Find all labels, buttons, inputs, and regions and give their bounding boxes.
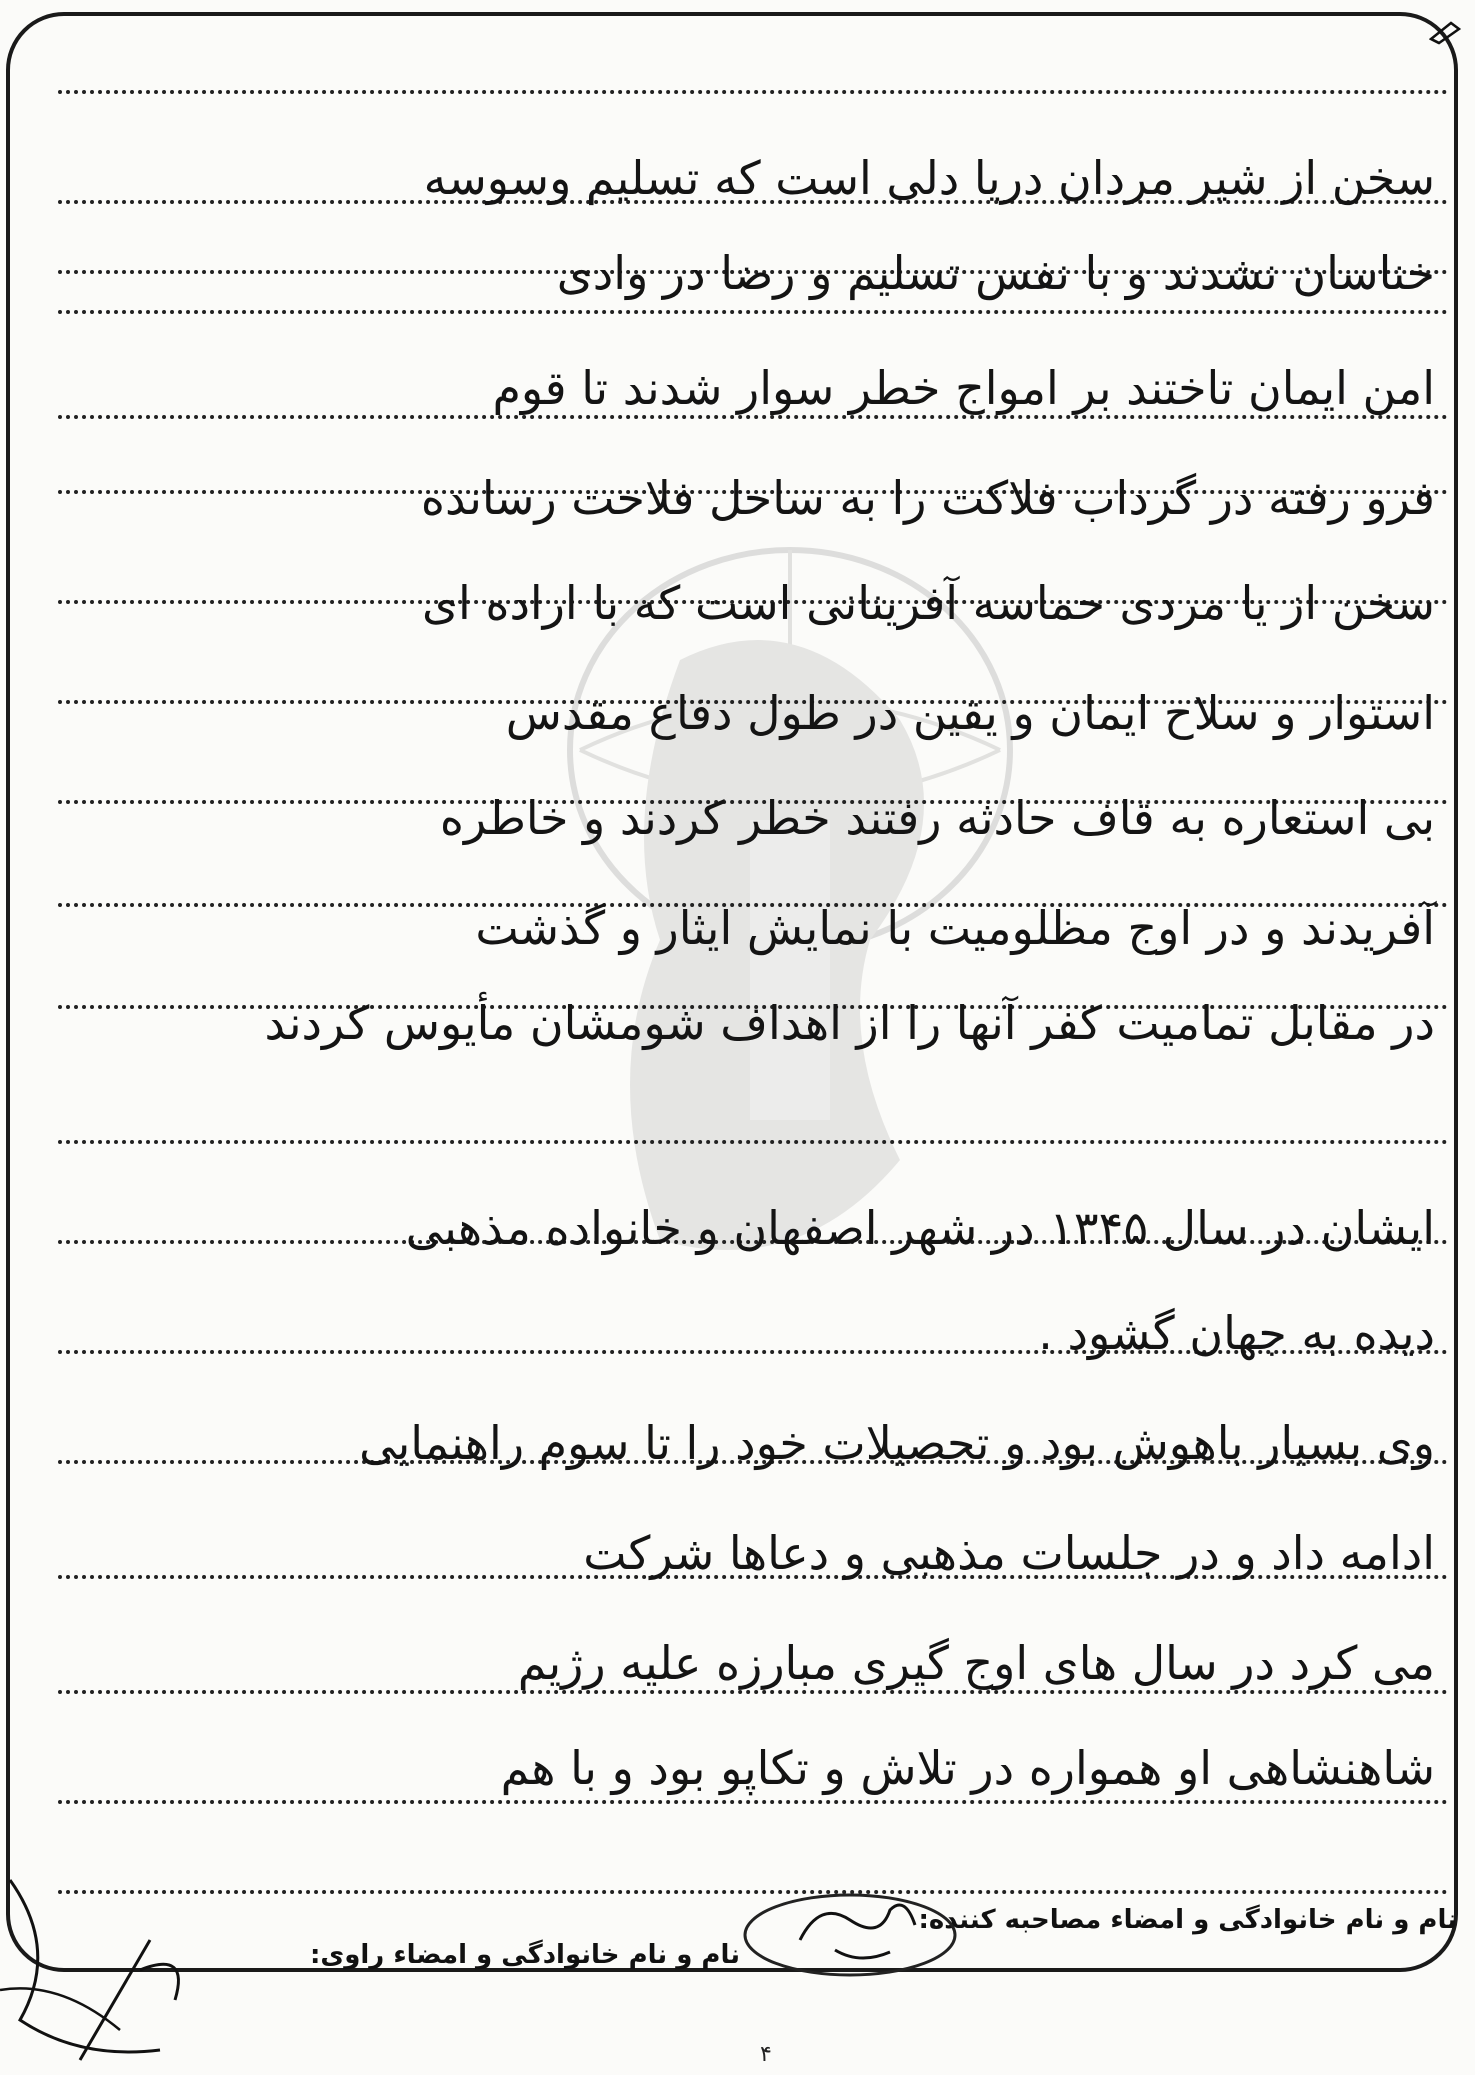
handwritten-line: ادامه داد و در جلسات مذهبی و دعاها شرکت (583, 1526, 1435, 1580)
handwritten-line: در مقابل تمامیت کفر آنها را از اهداف شومشان مأیوس کردند (264, 996, 1435, 1050)
interviewer-signature (740, 1880, 970, 1980)
handwritten-line: شاهنشاهی او همواره در تلاش و تکاپو بود و با هم (500, 1741, 1435, 1795)
handwritten-line: سخن از یا مردی حماسه آفرینانی است که با اراده ای (421, 576, 1435, 630)
handwritten-line: امن ایمان تاختند بر امواج خطر سوار شدند تا قوم (492, 361, 1435, 415)
ruled-line (58, 1800, 1448, 1804)
handwritten-line: فرو رفته در گرداب فلاکت را به ساحل فلاحت رسانده (420, 471, 1435, 525)
ruled-line (58, 90, 1448, 94)
interviewer-label: نام و نام خانوادگی و امضاء مصاحبه کننده: (918, 1905, 1457, 1935)
handwritten-line: خناسان نشدند و با نفس تسلیم و رضا در وادی (556, 246, 1435, 300)
ruled-line (58, 415, 1448, 419)
narrator-label: نام و نام خانوادگی و امضاء راوی: (310, 1940, 740, 1970)
page-number: ۴ (760, 2042, 772, 2067)
handwritten-line: بی استعاره به قاف حادثه رفتند خطر کردند و خاطره (439, 791, 1435, 845)
ruled-line (58, 1140, 1448, 1144)
handwritten-line: استوار و سلاح ایمان و یقین در طول دفاع مقدس (505, 686, 1435, 740)
ruled-line (58, 1690, 1448, 1694)
handwritten-line: ایشان در سال ۱۳۴۵ در شهر اصفهان و خانواده مذهبی (405, 1201, 1435, 1255)
handwritten-line: آفریدند و در اوج مظلومیت با نمایش ایثار و گذشت (475, 901, 1435, 955)
handwritten-line: دیده به جهان گشود . (1038, 1306, 1435, 1360)
handwritten-line: وی بسیار باهوش بود و تحصیلات خود را تا سوم راهنمایی (359, 1416, 1435, 1470)
ruled-line (58, 310, 1448, 314)
narrator-signature (0, 1860, 220, 2070)
handwritten-line: می کرد در سال های اوج گیری مبارزه علیه رژیم (517, 1636, 1435, 1690)
handwritten-line: سخن از شیر مردان دریا دلی است که تسلیم وسوسه (423, 151, 1435, 205)
